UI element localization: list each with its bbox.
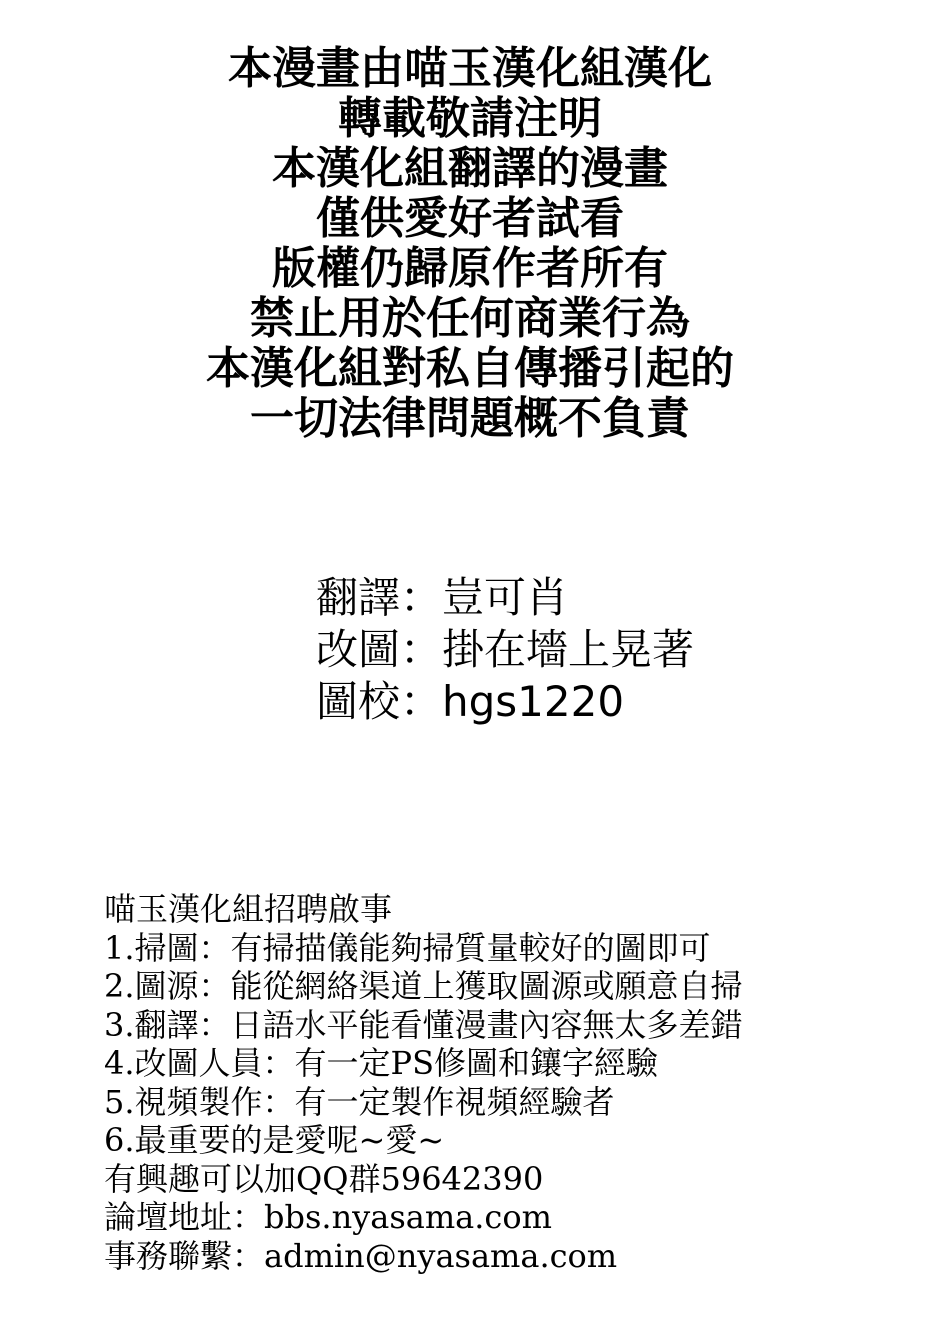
recruit-item: 2.圖源：能從網絡渠道上獲取圖源或願意自掃 bbox=[104, 967, 743, 1005]
forum-address-line: 論壇地址：bbs.nyasama.com bbox=[104, 1198, 552, 1236]
recruit-item: 6.最重要的是愛呢~愛~ bbox=[104, 1121, 445, 1159]
notice-line: 本漢化組翻譯的漫畫 bbox=[272, 143, 668, 194]
notice-line: 禁止用於任何商業行為 bbox=[250, 293, 690, 344]
recruit-item: 4.改圖人員：有一定PS修圖和鑲字經驗 bbox=[104, 1044, 658, 1082]
credit-translation: 翻譯：豈可肖 bbox=[316, 573, 569, 622]
recruitment-notice bbox=[104, 890, 924, 1275]
notice-line: 一切法律問題概不負責 bbox=[250, 393, 690, 444]
copyright-notice bbox=[0, 44, 940, 444]
notice-line: 轉載敬請注明 bbox=[338, 93, 602, 144]
credit-editing: 改圖：掛在墻上晃著 bbox=[316, 625, 695, 674]
notice-line: 本漢化組對私自傳播引起的 bbox=[206, 343, 734, 394]
recruit-title: 喵玉漢化組招聘啟事 bbox=[104, 890, 393, 928]
notice-line: 本漫畫由喵玉漢化組漢化 bbox=[228, 43, 712, 94]
qq-group-line: 有興趣可以加QQ群59642390 bbox=[104, 1159, 544, 1198]
credit-proofreading: 圖校：hgs1220 bbox=[316, 677, 625, 726]
notice-line: 僅供愛好者試看 bbox=[316, 193, 624, 244]
notice-line: 版權仍歸原作者所有 bbox=[272, 243, 668, 294]
recruit-item: 5.視頻製作：有一定製作視頻經驗者 bbox=[104, 1082, 615, 1121]
recruit-item: 1.掃圖：有掃描儀能夠掃質量較好的圖即可 bbox=[104, 928, 711, 967]
staff-credits bbox=[316, 572, 876, 728]
recruit-item: 3.翻譯：日語水平能看懂漫畫內容無太多差錯 bbox=[104, 1005, 743, 1044]
contact-email-line: 事務聯繫：admin@nyasama.com bbox=[104, 1236, 618, 1275]
